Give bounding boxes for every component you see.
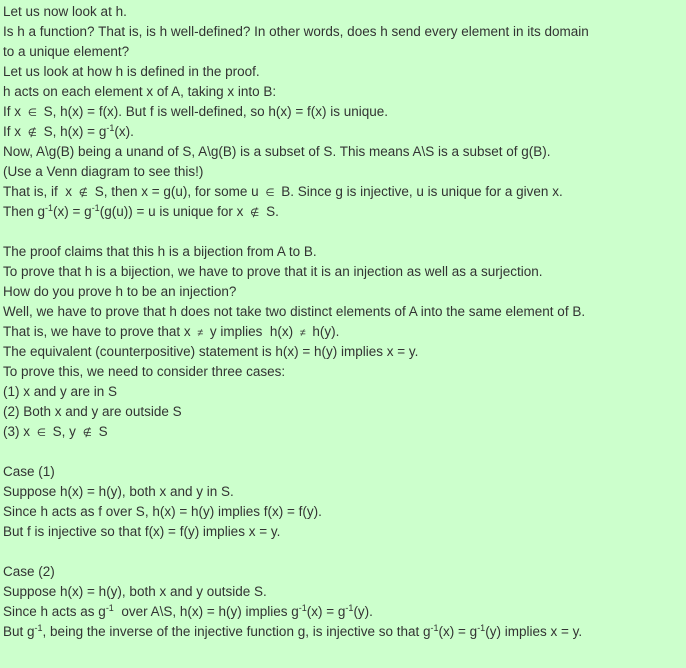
text-line: Let us look at how h is defined in the proof. — [3, 64, 260, 79]
text-line: Then $g^{-1}(x) = g^{-1}(g(u)) = u$ is unique for x ∉ S. — [3, 203, 279, 219]
text-line: (Use a Venn diagram to see this!) — [3, 164, 204, 179]
not-element-of-symbol: ∉ — [250, 207, 260, 219]
text-line: h acts on each element x of A, taking x into B: — [3, 84, 277, 99]
not-equal-symbol: ≠ — [299, 327, 306, 339]
superscript: -1 — [105, 603, 114, 613]
superscript: -1 — [345, 603, 354, 613]
text-line: Now, A\g(B) being a unand of S, A\g(B) is a subset of S. This means A\S is a subset of g(B). — [3, 144, 551, 159]
text-line: How do you prove h to be an injection? — [3, 284, 237, 299]
text-line: Is h a function? That is, is h well-defined? In other words, does h send every element in its domain — [3, 24, 589, 39]
text-line: To prove this, we need to consider three cases: — [3, 364, 286, 379]
text-line — [3, 222, 686, 242]
text-line: That is, if x ∉ S, then x = g(u), for some u ∈ B. Since g is injective, u is unique for a given x. — [3, 184, 563, 199]
not-element-of-symbol: ∉ — [82, 427, 92, 439]
text-line — [3, 542, 686, 562]
text-line: Let us now look at h. — [3, 4, 127, 19]
text-line: But $g^{-1}$, being the inverse of the injective function g, is injective so that $g^{-1}(x) = g^{-1}(y)$ implies x = y. — [3, 623, 583, 639]
text-line — [3, 442, 686, 462]
text-line: But f is injective so that f(x) = f(y) implies x = y. — [3, 524, 281, 539]
text-line: Since h acts as $g^{-1}$ over A\S, h(x) = h(y) implies $g^{-1}(x) = g^{-1}(y)$. — [3, 603, 373, 619]
superscript: -1 — [34, 623, 43, 633]
text-line: The proof claims that this h is a bijection from A to B. — [3, 244, 317, 259]
superscript: -1 — [298, 603, 307, 613]
element-of-symbol: ∈ — [27, 107, 37, 119]
text-line: (3) x ∈ S, y ∉ S — [3, 424, 108, 439]
text-line: To prove that h is a bijection, we have to prove that it is an injection as well as a surjection. — [3, 264, 543, 279]
text-line: If x ∈ S, h(x) = f(x). But f is well-defined, so h(x) = f(x) is unique. — [3, 104, 389, 119]
superscript: -1 — [45, 203, 54, 213]
element-of-symbol: ∈ — [36, 427, 46, 439]
superscript: -1 — [477, 623, 486, 633]
text-line: Case (1) — [3, 464, 55, 479]
text-line: Well, we have to prove that h does not take two distinct elements of A into the same element of B. — [3, 304, 586, 319]
text-line: Case (2) — [3, 564, 55, 579]
text-line: Suppose h(x) = h(y), both x and y in S. — [3, 484, 234, 499]
text-line: Since h acts as f over S, h(x) = h(y) implies f(x) = f(y). — [3, 504, 322, 519]
text-line: The equivalent (counterpositive) statement is h(x) = h(y) implies x = y. — [3, 344, 419, 359]
text-line: Suppose h(x) = h(y), both x and y outside S. — [3, 584, 267, 599]
element-of-symbol: ∈ — [265, 187, 275, 199]
superscript: -1 — [430, 623, 439, 633]
text-line: to a unique element? — [3, 44, 130, 59]
superscript: -1 — [106, 123, 115, 133]
text-line: (1) x and y are in S — [3, 384, 118, 399]
not-element-of-symbol: ∉ — [78, 187, 88, 199]
text-line: If x ∉ S, $h(x) = g^{-1}(x)$. — [3, 123, 134, 139]
text-line: (2) Both x and y are outside S — [3, 404, 182, 419]
not-equal-symbol: ≠ — [197, 327, 204, 339]
superscript: -1 — [91, 203, 100, 213]
not-element-of-symbol: ∉ — [27, 127, 37, 139]
text-line: That is, we have to prove that x ≠ y implies h(x) ≠ h(y). — [3, 324, 340, 339]
